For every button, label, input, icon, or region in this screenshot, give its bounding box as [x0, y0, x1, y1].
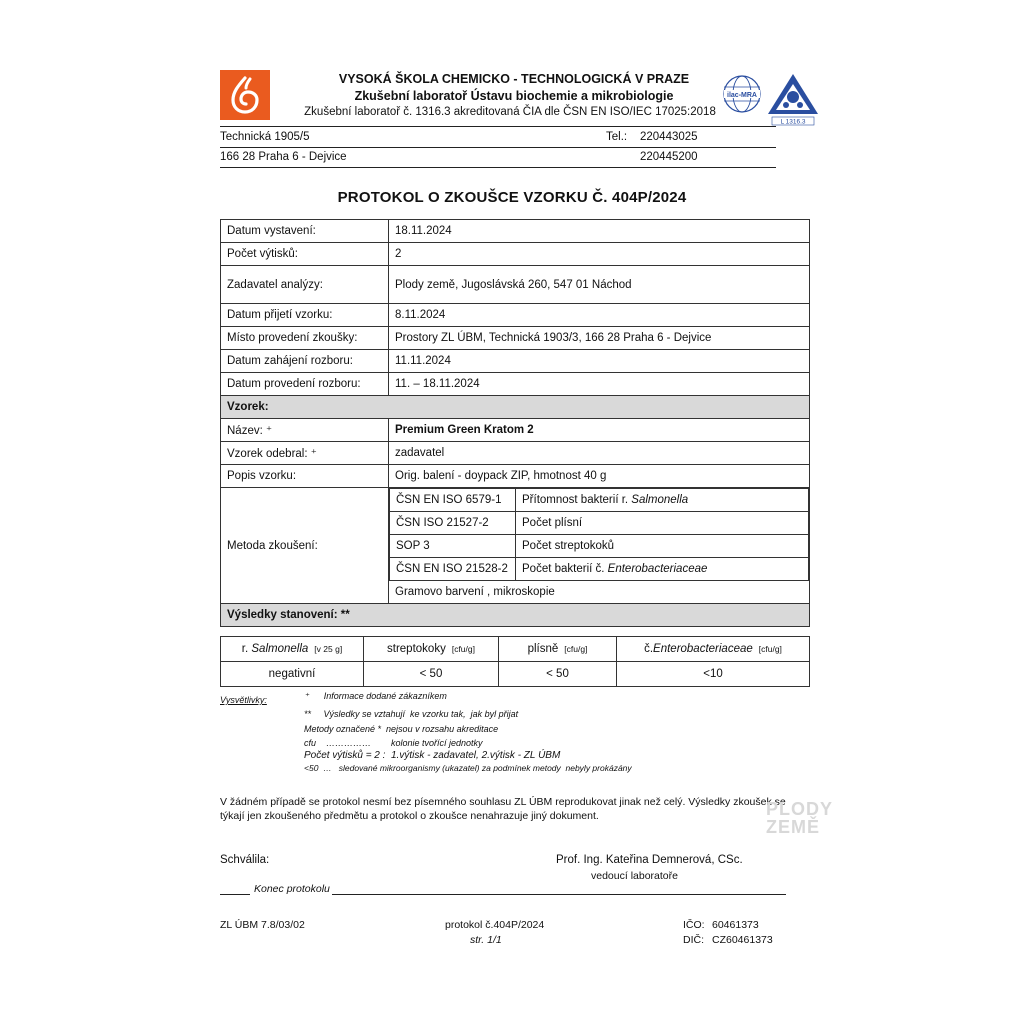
approval-label: Schválila: [220, 854, 270, 866]
method-standard: ČSN EN ISO 6579-1 [390, 489, 516, 512]
info-row [221, 304, 810, 327]
info-label: Místo provedení zkoušky: [221, 327, 389, 350]
results-value-row [221, 662, 810, 687]
info-row [221, 373, 810, 396]
result-enterobacteriaceae: <10 [617, 662, 810, 687]
sample-desc-value: Orig. balení - doypack ZIP, hmotnost 40 g [389, 465, 810, 488]
info-value: 2 [389, 243, 810, 266]
cia-logo [766, 72, 820, 126]
protocol-info-table [220, 219, 810, 627]
method-extra: Gramovo barvení , mikroskopie [389, 581, 810, 604]
ilac-mra-logo [722, 74, 762, 114]
note-line: cfu …………… kolonie tvořící jednotky [304, 738, 483, 748]
footer-page-number: str. 1/1 [470, 934, 502, 946]
info-value: 11. – 18.11.2024 [389, 373, 810, 396]
sample-section-row [221, 396, 810, 419]
results-header-molds: plísně [cfu/g] [499, 637, 617, 662]
laboratory-name: Zkušební laboratoř Ústavu biochemie a mikrobiologie [354, 89, 674, 103]
footer-doc-code: ZL ÚBM 7.8/03/02 [220, 919, 305, 931]
ilac-globe-icon [722, 74, 762, 114]
sample-taker-row [221, 442, 810, 465]
method-item [390, 535, 809, 558]
info-row [221, 243, 810, 266]
ilac-text: ilac-MRA [727, 92, 757, 99]
info-value: Plody země, Jugoslávská 260, 547 01 Náchod [389, 266, 810, 304]
plody-zeme-watermark: PLODY ZEMĚ [766, 799, 834, 837]
end-line-left [220, 894, 250, 895]
sample-desc-row [221, 465, 810, 488]
info-label: Datum zahájení rozboru: [221, 350, 389, 373]
results-table [220, 636, 810, 687]
vscht-logo [220, 70, 270, 120]
method-item [390, 489, 809, 512]
info-value: 18.11.2024 [389, 220, 810, 243]
header-divider [220, 126, 776, 127]
sample-taker-label: Vzorek odebral: ⁺ [221, 442, 389, 465]
note-line: ** Výsledky se vztahují ke vzorku tak, jak byl přijat [304, 709, 519, 719]
note-line: ⁺ Informace dodané zákazníkem [304, 691, 447, 701]
footer-dic-label: DIČ: [683, 934, 704, 946]
method-standard: ČSN ISO 21527-2 [390, 512, 516, 535]
sample-desc-label: Popis vzorku: [221, 465, 389, 488]
info-row [221, 350, 810, 373]
info-row [221, 327, 810, 350]
results-header-row [221, 637, 810, 662]
disclaimer-line: V žádném případě se protokol nesmí bez písemného souhlasu ZL ÚBM reprodukovat jinak než celý. Výsledky zkoušek se [220, 796, 786, 808]
disclaimer-line: týkají jen zkoušeného předmětu a protokol o zkoušce nenahrazuje jiný dokument. [220, 810, 599, 822]
footer-protocol-number: protokol č.404P/2024 [445, 919, 545, 931]
note-line: Počet výtisků = 2 : 1.výtisk - zadavatel, 2.výtisk - ZL ÚBM [304, 750, 561, 761]
method-list-cell [389, 488, 810, 581]
vscht-logo-icon [220, 70, 270, 120]
results-section-row [221, 604, 810, 627]
info-label: Datum vystavení: [221, 220, 389, 243]
approver-role: vedoucí laboratoře [591, 870, 678, 882]
footer-ico-label: IČO: [683, 919, 705, 931]
accreditation-line: Zkušební laboratoř č. 1316.3 akreditovaná ČIA dle ČSN EN ISO/IEC 17025:2018 [304, 106, 716, 118]
sample-name-label: Název: ⁺ [221, 419, 389, 442]
method-description: Přítomnost bakterií r. Salmonella [516, 489, 809, 512]
tel-number-1: 220443025 [640, 131, 698, 143]
address-city: 166 28 Praha 6 - Dejvice [220, 151, 347, 163]
method-description: Počet streptokoků [516, 535, 809, 558]
method-standard: ČSN EN ISO 21528-2 [390, 558, 516, 581]
method-list [389, 488, 809, 580]
sample-section-title: Vzorek: [221, 396, 810, 419]
address-bottom-divider [220, 167, 776, 168]
sample-taker-value: zadavatel [389, 442, 810, 465]
protocol-title: PROTOKOL O ZKOUŠCE VZORKU Č. 404P/2024 [337, 189, 687, 206]
method-row [221, 488, 810, 581]
info-label: Zadavatel analýzy: [221, 266, 389, 304]
info-value: 11.11.2024 [389, 350, 810, 373]
end-of-protocol: Konec protokolu [254, 883, 330, 895]
method-label: Metoda zkoušení: [221, 488, 389, 604]
info-row [221, 220, 810, 243]
results-section-title: Výsledky stanovení: ** [221, 604, 810, 627]
results-header-enterobacteriaceae: č.Enterobacteriaceae [cfu/g] [617, 637, 810, 662]
end-line-right [332, 894, 786, 895]
method-item [390, 558, 809, 581]
info-value: 8.11.2024 [389, 304, 810, 327]
info-row [221, 266, 810, 304]
method-item [390, 512, 809, 535]
address-street: Technická 1905/5 [220, 131, 310, 143]
cia-triangle-icon [766, 72, 820, 126]
address-divider [220, 147, 776, 148]
result-salmonella: negativní [221, 662, 364, 687]
institution-name: VYSOKÁ ŠKOLA CHEMICKO - TECHNOLOGICKÁ V PRAZE [338, 72, 690, 86]
note-line: <50 … sledované mikroorganismy (ukazatel) za podmínek metody nebyly prokázány [304, 763, 632, 773]
info-label: Počet výtisků: [221, 243, 389, 266]
results-header-salmonella: r. Salmonella [v 25 g] [221, 637, 364, 662]
results-header-streptococci: streptokoky [cfu/g] [364, 637, 499, 662]
method-description: Počet bakterií č. Enterobacteriaceae [516, 558, 809, 581]
footer-dic: CZ60461373 [712, 934, 773, 946]
cia-label: L 1316.3 [780, 118, 806, 126]
tel-label: Tel.: [606, 131, 628, 143]
method-description: Počet plísní [516, 512, 809, 535]
method-standard: SOP 3 [390, 535, 516, 558]
footer-ico: 60461373 [712, 919, 759, 931]
info-value: Prostory ZL ÚBM, Technická 1903/3, 166 28 Praha 6 - Dejvice [389, 327, 810, 350]
tel-number-2: 220445200 [640, 151, 698, 163]
sample-name-value: Premium Green Kratom 2 [389, 419, 810, 442]
info-label: Datum přijetí vzorku: [221, 304, 389, 327]
result-streptococci: < 50 [364, 662, 499, 687]
info-label: Datum provedení rozboru: [221, 373, 389, 396]
result-molds: < 50 [499, 662, 617, 687]
sample-name-row [221, 419, 810, 442]
notes-label: Vysvětlivky: [220, 695, 267, 705]
note-line: Metody označené * nejsou v rozsahu akreditace [304, 724, 499, 734]
approver-name: Prof. Ing. Kateřina Demnerová, CSc. [556, 854, 743, 866]
